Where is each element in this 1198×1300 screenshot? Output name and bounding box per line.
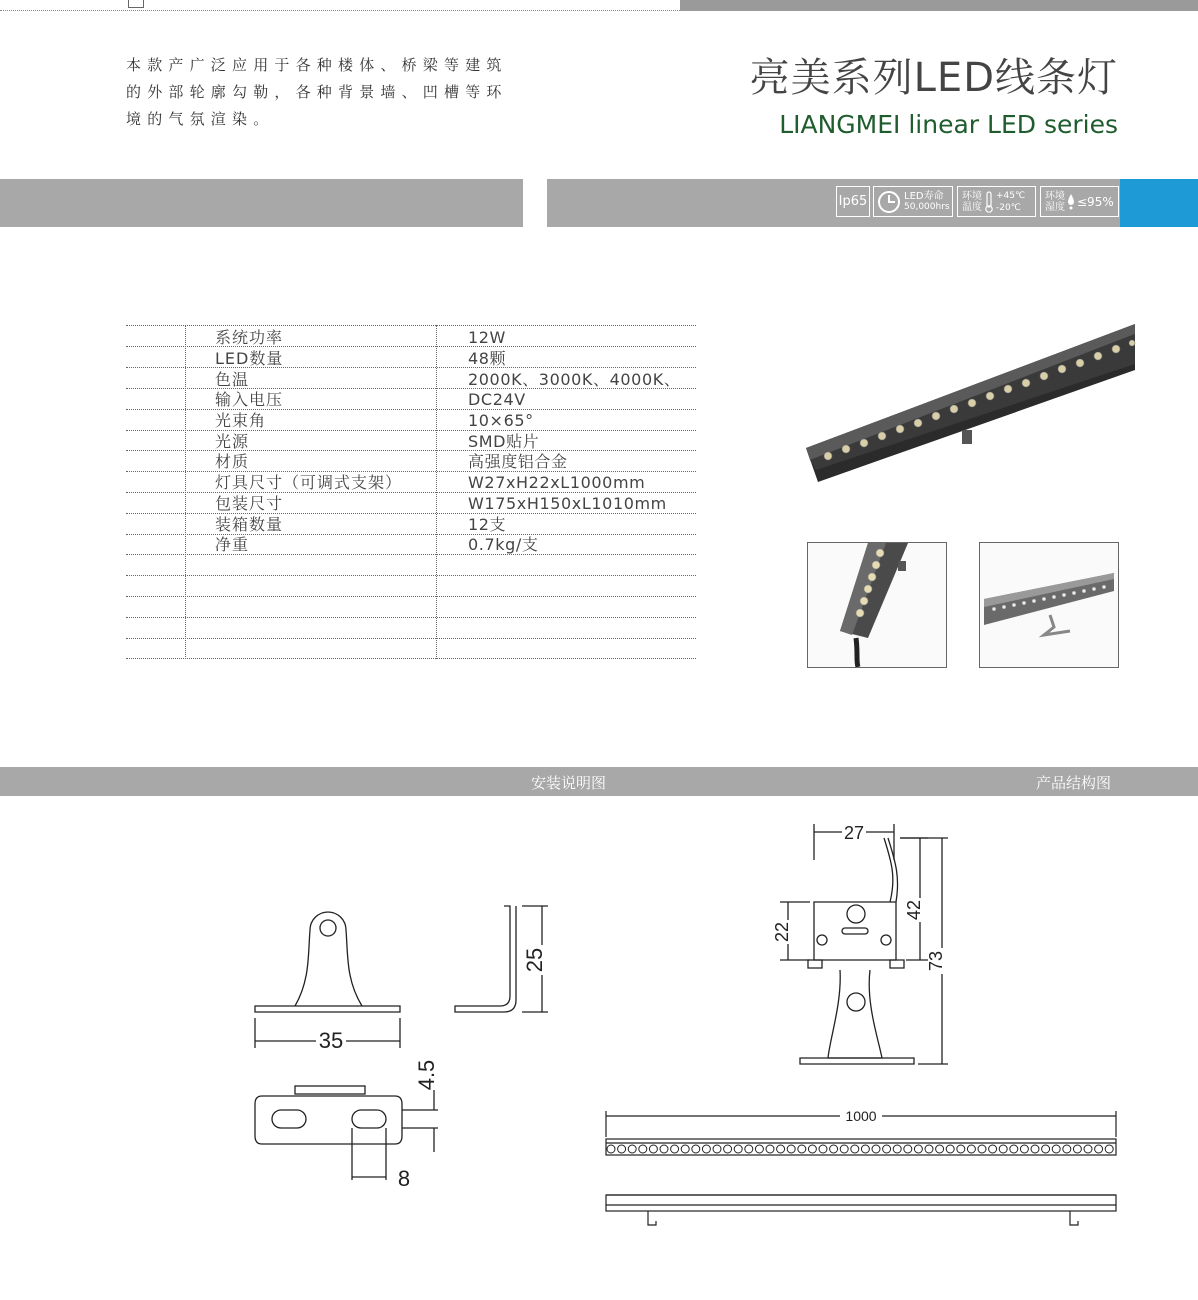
led-dot — [851, 1145, 859, 1153]
led-dot — [724, 1145, 732, 1153]
intro-text — [126, 52, 536, 133]
spec-rule — [126, 617, 696, 618]
spec-value: 高强度铝合金 — [468, 452, 568, 471]
spec-rule — [126, 430, 696, 431]
led-dot — [925, 1145, 933, 1153]
spec-value: 12W — [468, 328, 506, 347]
spec-col-divider — [185, 325, 186, 659]
led-dot — [607, 1145, 615, 1153]
led-dot — [1073, 1145, 1081, 1153]
thermometer-icon — [984, 190, 994, 214]
product-detail-photo-side — [979, 542, 1119, 668]
led-dot — [1052, 1145, 1060, 1153]
spec-rule — [126, 554, 696, 555]
ip-rating-text: Ip65 — [838, 194, 868, 209]
led-dot — [766, 1145, 774, 1153]
led-dot — [713, 1145, 721, 1153]
led-dot — [671, 1145, 679, 1153]
length-drawing — [600, 1105, 1125, 1240]
spec-key: 光束角 — [215, 411, 267, 430]
product-main-image — [800, 320, 1140, 490]
spec-key: 灯具尺寸（可调式支架） — [215, 473, 403, 492]
temp-label-1: 环境 — [962, 190, 982, 202]
accent-block — [1120, 179, 1198, 227]
spec-key: 净重 — [215, 535, 250, 554]
hum-label-1: 环境 — [1045, 190, 1065, 202]
spec-rule — [126, 638, 696, 639]
led-dot — [830, 1145, 838, 1153]
led-dot — [734, 1145, 742, 1153]
spec-key: 材质 — [215, 452, 250, 471]
structure-diagram-label: 产品结构图 — [1036, 774, 1112, 792]
top-dotted-rule — [0, 10, 680, 11]
led-dot — [1031, 1145, 1039, 1153]
led-dot — [639, 1145, 647, 1153]
spec-key: 色温 — [215, 370, 250, 389]
led-life-label: LED寿命 — [904, 190, 944, 202]
profile-drawing — [770, 818, 970, 1068]
top-header-strip — [680, 0, 1198, 11]
led-dot — [840, 1145, 848, 1153]
temperature-badge — [957, 186, 1036, 217]
led-dot — [660, 1145, 668, 1153]
led-dot — [861, 1145, 869, 1153]
intro-line-1: 本款产广泛应用于各种楼体、桥梁等建筑 — [126, 56, 508, 74]
dim-length: 1000 — [845, 1108, 877, 1124]
led-dot — [618, 1145, 626, 1153]
led-dot — [702, 1145, 710, 1153]
led-dot — [777, 1145, 785, 1153]
led-dot — [755, 1145, 763, 1153]
spec-value: 12支 — [468, 515, 507, 534]
spec-value: W175xH150xL1010mm — [468, 494, 667, 513]
product-title-en: LIANGMEI linear LED series — [779, 110, 1118, 139]
spec-value: 10×65° — [468, 411, 534, 430]
install-diagram-label: 安装说明图 — [531, 774, 607, 792]
spec-key: 光源 — [215, 432, 250, 451]
spec-rule — [126, 534, 696, 535]
led-dot — [628, 1145, 636, 1153]
led-dot — [819, 1145, 827, 1153]
spec-value: 48颗 — [468, 349, 507, 368]
spec-rule — [126, 367, 696, 368]
spec-value: 0.7kg/支 — [468, 535, 539, 554]
product-detail-photo-end — [807, 542, 947, 668]
led-dot — [893, 1145, 901, 1153]
spec-value: SMD贴片 — [468, 432, 540, 451]
spec-rule — [126, 596, 696, 597]
spec-key: 系统功率 — [215, 328, 284, 347]
led-dot — [914, 1145, 922, 1153]
temp-label-2: 温度 — [962, 201, 982, 213]
led-dot — [904, 1145, 912, 1153]
spec-rule — [126, 575, 696, 576]
spec-col-divider — [436, 325, 437, 659]
led-dot — [798, 1145, 806, 1153]
led-dot — [936, 1145, 944, 1153]
led-dot — [967, 1145, 975, 1153]
humidity-badge — [1040, 186, 1119, 217]
spec-value: 2000K、3000K、4000K、 — [468, 370, 681, 389]
dim-slot-offset: 4.5 — [414, 1059, 439, 1091]
dim-profile-total: 42 — [904, 899, 924, 921]
led-dot — [957, 1145, 965, 1153]
spec-value: W27xH22xL1000mm — [468, 473, 646, 492]
led-dot — [1095, 1145, 1103, 1153]
humidity-value: ≤95% — [1077, 194, 1114, 209]
dim-profile-width: 27 — [843, 823, 865, 843]
led-dot — [1084, 1145, 1092, 1153]
led-dot — [883, 1145, 891, 1153]
led-dot — [1105, 1145, 1113, 1153]
led-life-badge — [873, 186, 953, 217]
temp-high: +45℃ — [996, 190, 1026, 201]
spec-rule — [126, 450, 696, 451]
led-dot — [999, 1145, 1007, 1153]
intro-line-3: 境的气氛渲染。 — [126, 110, 275, 128]
led-dot — [692, 1145, 700, 1153]
spec-key: 装箱数量 — [215, 515, 284, 534]
led-dot — [946, 1145, 954, 1153]
spec-rule — [126, 409, 696, 410]
clock-icon — [877, 190, 901, 214]
led-dot — [745, 1145, 753, 1153]
temp-low: -20℃ — [996, 202, 1021, 213]
spec-value: DC24V — [468, 390, 526, 409]
spec-rule — [126, 471, 696, 472]
led-dot — [978, 1145, 986, 1153]
led-dot — [808, 1145, 816, 1153]
led-dot — [1010, 1145, 1018, 1153]
hum-label-2: 湿度 — [1045, 201, 1065, 213]
led-dot — [872, 1145, 880, 1153]
spec-rule — [126, 658, 696, 659]
led-dot — [1020, 1145, 1028, 1153]
dim-slot-width: 8 — [397, 1166, 411, 1191]
product-title-cn: 亮美系列LED线条灯 — [749, 55, 1118, 101]
led-dot — [1063, 1145, 1071, 1153]
dim-profile-overall: 73 — [926, 950, 946, 972]
led-life-value: 50,000hrs — [904, 201, 950, 212]
dim-profile-body: 22 — [772, 921, 792, 943]
led-dot — [787, 1145, 795, 1153]
spec-key: LED数量 — [215, 349, 284, 368]
led-dot — [681, 1145, 689, 1153]
led-dot — [989, 1145, 997, 1153]
led-dot — [649, 1145, 657, 1153]
droplet-icon — [1067, 192, 1075, 212]
installation-drawing — [240, 890, 570, 1200]
spec-key: 包装尺寸 — [215, 494, 284, 513]
dim-bracket-width: 35 — [318, 1028, 344, 1053]
spec-rule — [126, 346, 696, 347]
led-dot-row — [607, 1145, 1113, 1153]
led-dot — [1042, 1145, 1050, 1153]
top-logo-box — [128, 0, 144, 8]
ip-rating-badge — [836, 186, 870, 217]
header-bar-left — [0, 179, 523, 227]
spec-rule — [126, 325, 696, 326]
spec-key: 输入电压 — [215, 390, 284, 409]
dim-bracket-height: 25 — [522, 947, 547, 973]
intro-line-2: 的外部轮廓勾勒，各种背景墙、凹槽等环 — [126, 83, 508, 101]
